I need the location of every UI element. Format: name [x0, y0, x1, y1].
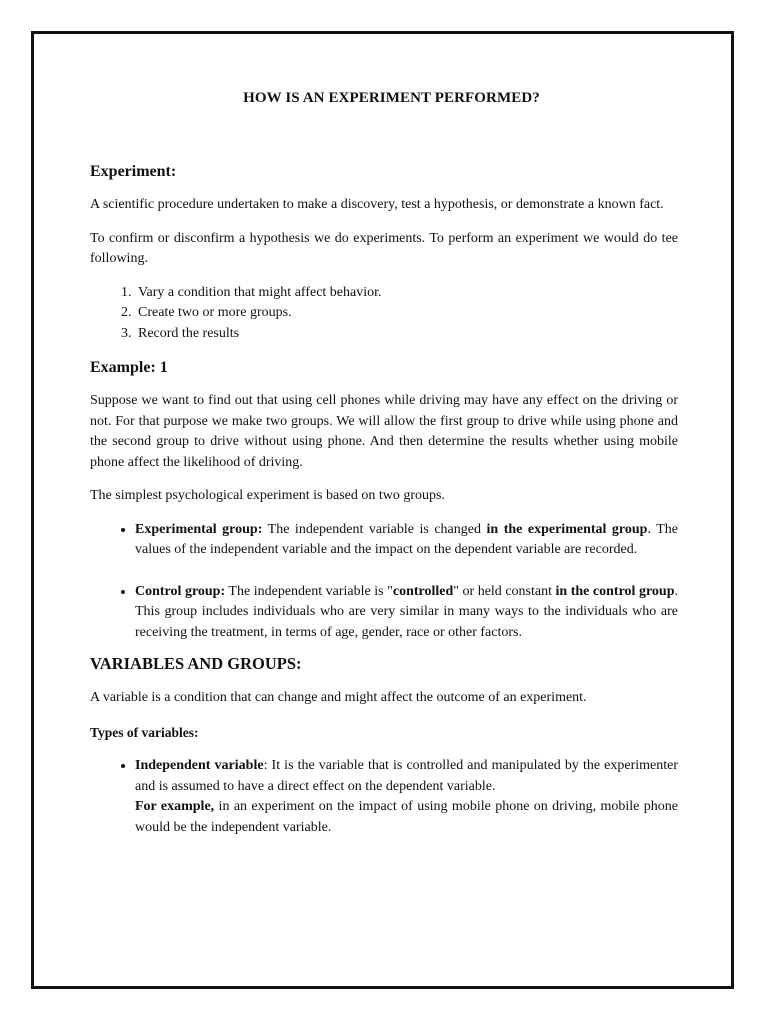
types-of-variables-heading: Types of variables:	[90, 724, 199, 740]
independent-example-label: For example,	[135, 799, 215, 814]
experiment-heading: Experiment:	[90, 163, 177, 180]
groups-list	[90, 520, 678, 644]
experimental-group-text-2: . The values of the independent variable and the impact on the dependent variable are recorded.	[135, 521, 679, 557]
independent-variable-item	[135, 756, 678, 838]
experiment-intro: To confirm or disconfirm a hypothesis we do experiments. To perform an experiment we would do tee following.	[90, 230, 678, 266]
control-group-bold-1: controlled	[392, 583, 454, 599]
example-heading: Example: 1	[90, 359, 168, 376]
control-group-text-1: The independent variable is "	[225, 583, 393, 599]
experimental-group-label: Experimental group:	[135, 521, 263, 537]
experimental-group-text-1: The independent variable is changed	[262, 521, 487, 537]
simplest-experiment-text: The simplest psychological experiment is based on two groups.	[90, 488, 445, 503]
experiment-definition: A scientific procedure undertaken to make a discovery, test a hypothesis, or demonstrate a known fact.	[90, 197, 664, 212]
experiment-step: 2. Create two or more groups.	[135, 303, 678, 324]
example-paragraph: Suppose we want to find out that using cell phones while driving may have any effect on the driving or not. For that purpose we make two groups. We will allow the first group to drive while using phone and the second group to drive without using phone. And then determine the results whether using mobile phone affect the likelihood of driving.	[90, 393, 678, 470]
control-group-bold-2: in the control group	[555, 583, 675, 599]
control-group-label: Control group:	[135, 583, 226, 599]
variables-heading: VARIABLES AND GROUPS:	[90, 654, 302, 673]
independent-example-text: in an experiment on the impact of using mobile phone on driving, mobile phone would be the independent variable.	[135, 799, 678, 835]
experimental-group-item	[135, 520, 678, 561]
experiment-steps-list	[90, 283, 678, 345]
experimental-group-bold-1: in the experimental group	[486, 521, 648, 537]
document-title: HOW IS AN EXPERIMENT PERFORMED?	[243, 90, 540, 106]
variable-definition: A variable is a condition that can change and might affect the outcome of an experiment.	[90, 690, 587, 705]
experiment-step: 3. Record the results	[135, 324, 678, 345]
control-group-text-2: " or held constant	[453, 583, 556, 599]
independent-variable-text: : It is the variable that is controlled and manipulated by the experimenter and is assumed to have a direct effect on the dependent variable.	[135, 758, 679, 794]
independent-variable-label: Independent variable	[135, 758, 264, 773]
control-group-item	[135, 582, 678, 644]
document-content	[90, 90, 678, 838]
control-group-text-3: . This group includes individuals who are very similar in many ways to the individuals who are receiving the treatment, in terms of age, gender, race or other factors.	[135, 583, 679, 640]
experiment-step: 1. Vary a condition that might affect behavior.	[135, 283, 678, 304]
variables-list	[90, 756, 678, 838]
